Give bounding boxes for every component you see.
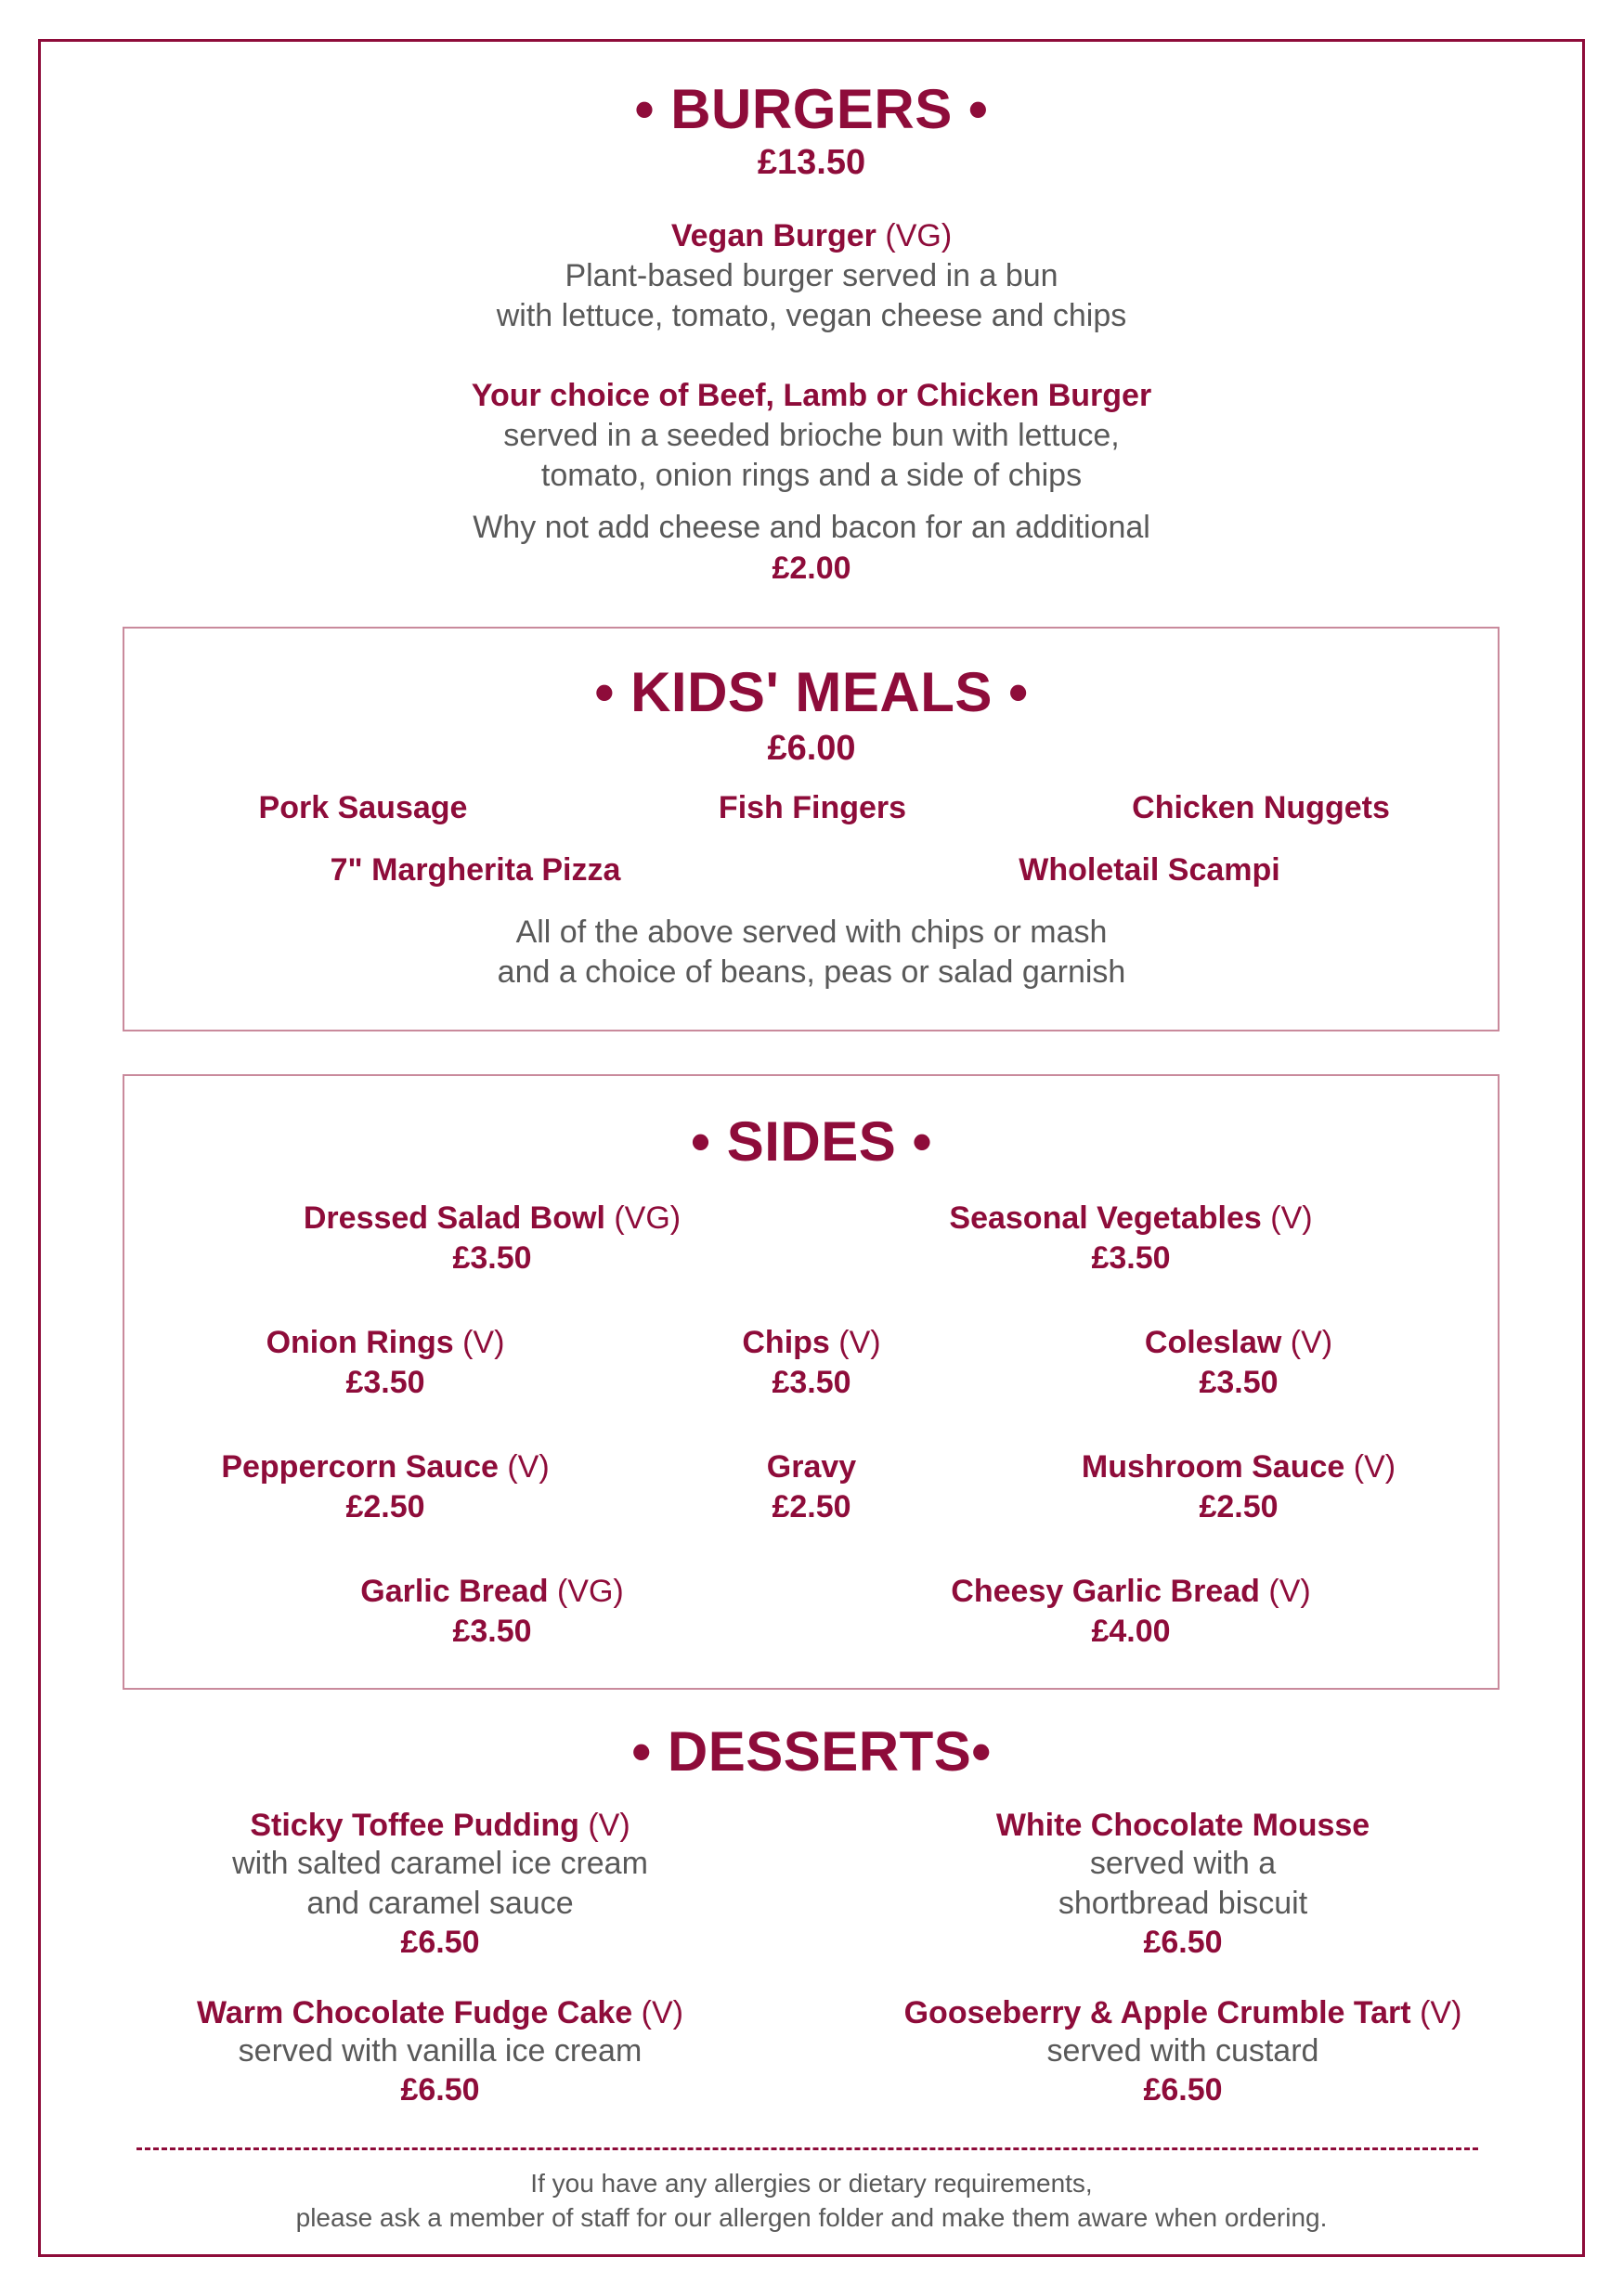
allergy-notice-line: please ask a member of staff for our allergen folder and make them aware when ordering. [295, 2203, 1328, 2232]
item-name: Warm Chocolate Fudge Cake [197, 1995, 633, 2030]
dietary-tag: (V) [1290, 1325, 1333, 1360]
item-price: £6.50 [400, 2072, 480, 2108]
dessert-item [904, 1994, 1462, 2108]
kids-meals-title: • KIDS' MEALS • [594, 661, 1029, 723]
dietary-tag: (V) [507, 1449, 550, 1485]
item-description: and caramel sauce [306, 1886, 574, 1921]
side-item [304, 1200, 681, 1277]
dietary-tag: (VG) [885, 218, 953, 253]
dietary-tag: (V) [588, 1808, 630, 1843]
side-item [949, 1200, 1312, 1277]
kids-note: and a choice of beans, peas or salad garnish [497, 954, 1126, 990]
item-price: £3.50 [1199, 1365, 1279, 1400]
item-price: £4.00 [1091, 1614, 1171, 1649]
item-price: £3.50 [452, 1614, 532, 1649]
dietary-tag: (V) [1420, 1995, 1462, 2030]
item-price: £2.50 [345, 1489, 425, 1524]
item-name: Seasonal Vegetables [949, 1200, 1262, 1236]
allergy-notice-line: If you have any allergies or dietary requirements, [530, 2169, 1093, 2198]
item-description: tomato, onion rings and a side of chips [540, 458, 1083, 493]
kids-item: Chicken Nuggets [1132, 790, 1390, 825]
item-description: served in a seeded brioche bun with lettuce, [503, 418, 1120, 453]
item-price: £3.50 [1091, 1240, 1171, 1276]
item-price: £2.50 [1199, 1489, 1279, 1524]
addon-price: £2.00 [772, 551, 851, 586]
side-item [266, 1324, 505, 1401]
item-name: Your choice of Beef, Lamb or Chicken Burger [471, 378, 1152, 413]
item-price: £6.50 [400, 1925, 480, 1960]
item-description: with salted caramel ice cream [232, 1846, 648, 1881]
item-description: Plant-based burger served in a bun [565, 258, 1058, 293]
side-item [742, 1324, 880, 1401]
item-name: Garlic Bread [360, 1574, 549, 1609]
kids-meals-price: £6.00 [767, 729, 856, 768]
side-item [767, 1448, 856, 1525]
item-price: £2.50 [772, 1489, 851, 1524]
side-item [1145, 1324, 1332, 1401]
item-name: Cheesy Garlic Bread [951, 1574, 1260, 1609]
item-description: shortbread biscuit [1058, 1886, 1308, 1921]
item-name: Vegan Burger [670, 218, 876, 253]
item-description: served with custard [1046, 2033, 1319, 2069]
item-name: Dressed Salad Bowl [303, 1200, 605, 1236]
item-price: £3.50 [452, 1240, 532, 1276]
item-name: White Chocolate Mousse [995, 1808, 1370, 1843]
dietary-tag: (V) [1270, 1200, 1313, 1236]
kids-item: Fish Fingers [718, 790, 907, 825]
item-name: Gooseberry & Apple Crumble Tart [903, 1995, 1411, 2030]
dietary-tag: (VG) [614, 1200, 682, 1236]
item-price: £3.50 [345, 1365, 425, 1400]
burgers-title: • BURGERS • [634, 78, 989, 140]
item-name: Peppercorn Sauce [221, 1449, 499, 1485]
addon-text: Why not add cheese and bacon for an additional [473, 510, 1150, 545]
item-price: £6.50 [1143, 1925, 1223, 1960]
item-description: served with a [1089, 1846, 1277, 1881]
dietary-tag: (V) [1268, 1574, 1311, 1609]
side-item [221, 1448, 549, 1525]
kids-item: Wholetail Scampi [1019, 852, 1280, 888]
kids-item: Pork Sausage [258, 790, 468, 825]
menu-item-vegan-burger [671, 217, 952, 254]
sides-title: • SIDES • [691, 1110, 932, 1173]
kids-item: 7" Margherita Pizza [330, 852, 621, 888]
side-item [360, 1573, 623, 1650]
item-description: served with vanilla ice cream [238, 2033, 643, 2069]
item-price: £3.50 [772, 1365, 851, 1400]
item-name: Mushroom Sauce [1081, 1449, 1345, 1485]
burgers-price: £13.50 [757, 143, 866, 182]
desserts-title: • DESSERTS• [631, 1720, 992, 1783]
item-name: Sticky Toffee Pudding [250, 1808, 579, 1843]
dietary-tag: (V) [641, 1995, 683, 2030]
dietary-tag: (V) [462, 1325, 505, 1360]
dietary-tag: (V) [1353, 1449, 1396, 1485]
item-name: Chips [742, 1325, 830, 1360]
item-name: Coleslaw [1144, 1325, 1282, 1360]
dashed-divider [136, 2147, 1478, 2150]
item-price: £6.50 [1143, 2072, 1223, 2108]
dietary-tag: (VG) [556, 1574, 624, 1609]
side-item [1082, 1448, 1396, 1525]
item-name: Gravy [766, 1449, 857, 1485]
item-description: with lettuce, tomato, vegan cheese and chips [496, 298, 1127, 333]
dessert-item [232, 1807, 648, 1961]
dietary-tag: (V) [838, 1325, 881, 1360]
item-name: Onion Rings [266, 1325, 454, 1360]
side-item [951, 1573, 1310, 1650]
dessert-item [197, 1994, 683, 2108]
dessert-item [996, 1807, 1370, 1961]
kids-note: All of the above served with chips or mash [515, 915, 1108, 950]
menu-item-meat-burger [472, 377, 1151, 414]
